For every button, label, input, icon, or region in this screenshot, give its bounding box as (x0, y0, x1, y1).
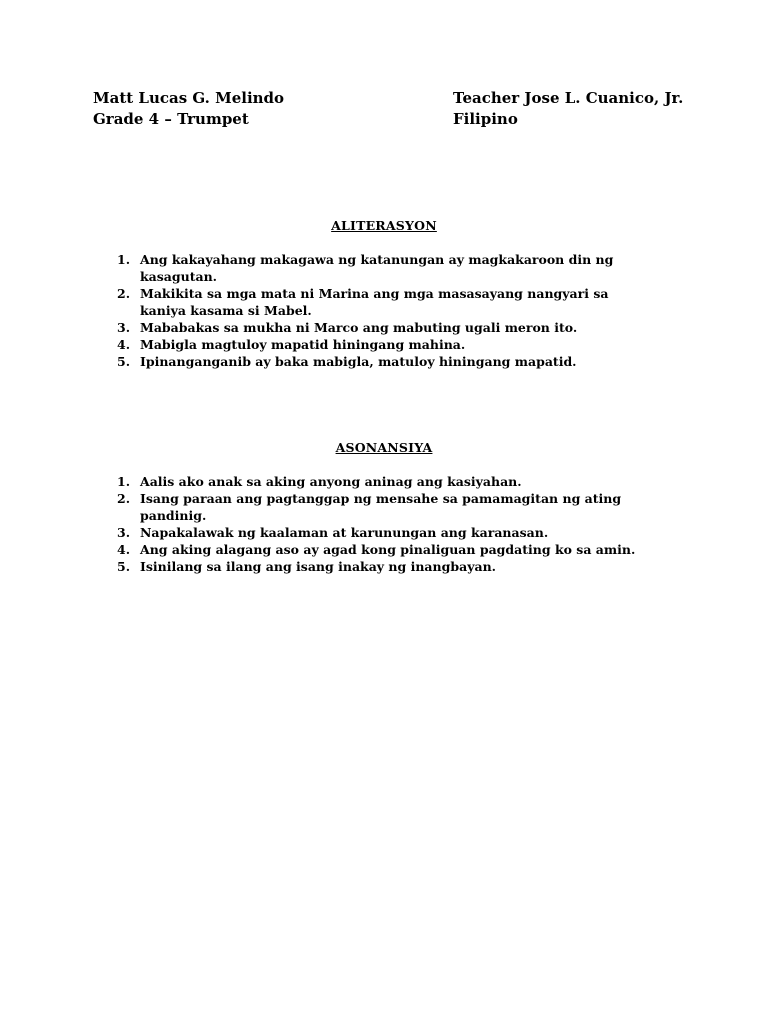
item-number: 3. (117, 320, 131, 335)
aliterasyon-list (110, 251, 650, 370)
list-item (110, 251, 650, 285)
item-text: Ang aking alagang aso ay agad kong pinaliguan pagdating ko sa amin. (140, 542, 636, 557)
list-item (110, 319, 650, 336)
grade-section: Grade 4 – Trumpet (93, 110, 249, 128)
section-title-aliterasyon: ALITERASYON (331, 218, 437, 233)
teacher-name: Teacher Jose L. Cuanico, Jr. (453, 89, 684, 107)
list-item (110, 353, 650, 370)
teacher-info (453, 88, 683, 130)
item-text: Mababakas sa mukha ni Marco ang mabuting ugali meron ito. (140, 320, 578, 335)
item-number: 4. (117, 542, 131, 557)
item-text: Isinilang sa ilang ang isang inakay ng inangbayan. (140, 559, 497, 574)
item-number: 2. (117, 491, 131, 506)
item-text: Makikita sa mga mata ni Marina ang mga masasayang nangyari sa kaniya kasama si Mabel. (140, 286, 609, 318)
item-number: 2. (117, 286, 131, 301)
item-text: Aalis ako anak sa aking anyong aninag ang kasiyahan. (140, 474, 522, 489)
subject-name: Filipino (453, 110, 518, 128)
list-item (110, 473, 650, 490)
item-text: Isang paraan ang pagtanggap ng mensahe sa pamamagitan ng ating pandinig. (140, 491, 622, 523)
item-text: Napakalawak ng kaalaman at karunungan ang karanasan. (140, 525, 549, 540)
document-header (93, 88, 693, 132)
list-item (110, 285, 650, 319)
list-item (110, 336, 650, 353)
list-item (110, 524, 650, 541)
item-number: 5. (117, 354, 131, 369)
item-number: 3. (117, 525, 131, 540)
student-name: Matt Lucas G. Melindo (93, 89, 285, 107)
item-number: 5. (117, 559, 131, 574)
student-info (93, 88, 284, 130)
list-item (110, 541, 650, 558)
item-number: 4. (117, 337, 131, 352)
asonansiya-list (110, 473, 650, 575)
list-item (110, 558, 650, 575)
item-text: Ipinanganganib ay baka mabigla, matuloy hiningang mapatid. (140, 354, 577, 369)
item-text: Mabigla magtuloy mapatid hiningang mahina. (140, 337, 466, 352)
item-number: 1. (117, 252, 131, 267)
list-item (110, 490, 650, 524)
section-title-asonansiya: ASONANSIYA (335, 440, 433, 455)
item-number: 1. (117, 474, 131, 489)
item-text: Ang kakayahang makagawa ng katanungan ay magkakaroon din ng kasagutan. (140, 252, 614, 284)
